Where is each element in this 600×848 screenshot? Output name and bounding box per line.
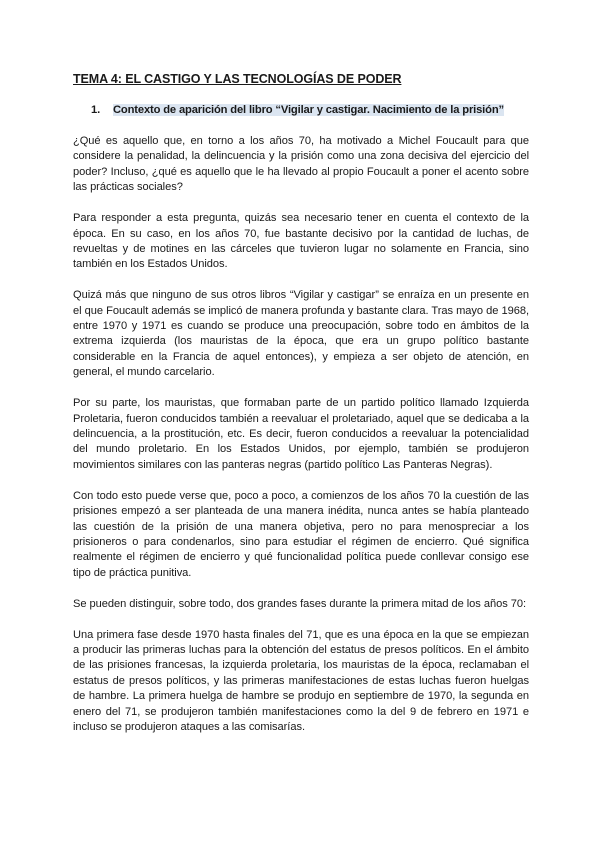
- paragraph-6: Se pueden distinguir, sobre todo, dos grandes fases durante la primera mitad de los años 70:: [73, 597, 526, 610]
- document-title: TEMA 4: EL CASTIGO Y LAS TECNOLOGÍAS DE PODER: [73, 72, 402, 86]
- document-body: [73, 72, 529, 751]
- paragraph-7: Una primera fase desde 1970 hasta finales del 71, que es una época en la que se empiezan a producir las primeras luchas para la obtención del estatus de presos políticos. En el ámbito de las prisiones francesas, la izquierda proletaria, los mauristas de la época, reclamaban el estatus de presos políticos, y las primeras manifestaciones de estas luchas fueron huelgas de hambre. La primera huelga de hambre se produjo en septiembre de 1970, la segunda en enero del 71, se produjeron también manifestaciones como la del 9 de febrero en 1971 e incluso se produjeron ataques a las comisarías.: [73, 628, 529, 733]
- paragraph-1: ¿Qué es aquello que, en torno a los años 70, ha motivado a Michel Foucault para que considere la penalidad, la delincuencia y la prisión como una zona decisiva del ejercicio del poder? Incluso, ¿qué es aquello que le ha llevado al propio Foucault a poner el acento sobre las prácticas sociales?: [73, 135, 529, 194]
- paragraph-5: Con todo esto puede verse que, poco a poco, a comienzos de los años 70 la cuestión de las prisiones empezó a ser planteada de una manera inédita, nunca antes se había planteado las cuestión de la prisión de una manera objetiva, pero no para menospreciar a los prisioneros o para condenarlos, sino para estudiar el régimen de encierro. Qué significa realmente el régimen de encierro y qué funcionalidad política puede conllevar consigo ese tipo de práctica punitiva.: [73, 489, 529, 579]
- paragraph-4: Por su parte, los mauristas, que formaban parte de un partido político llamado Izquierda Proletaria, fueron conducidos también a reevaluar el proletariado, aquel que se dedicaba a la delincuencia, a la prostitución, etc. Es decir, fueron conducidos a reevaluar la potencialidad del mundo proletario. En los Estados Unidos, por ejemplo, también se produjeron movimientos similares con las panteras negras (partido político Las Panteras Negras).: [73, 397, 529, 471]
- paragraph-3: Quizá más que ninguno de sus otros libros “Vigilar y castigar” se enraíza en un presente en el que Foucault además se implicó de manera profunda y bastante clara. Tras mayo de 1968, entre 1970 y 1971 es cuando se produce una preocupación, sobre todo en ámbitos de la extrema izquierda (los mauristas de la época, que era un grupo político bastante considerable en la Francia de aquel entonces), y empieza a ser objeto de atención, en general, el mundo carcelario.: [73, 289, 529, 379]
- section-number: 1.: [91, 104, 101, 116]
- section-heading: [73, 104, 529, 116]
- paragraph-2: Para responder a esta pregunta, quizás sea necesario tener en cuenta el contexto de la época. En su caso, en los años 70, fue bastante decisivo por la cantidad de luchas, de revueltas y de motines en las cárceles que tuvieron lugar no solamente en Francia, sino también en los Estados Unidos.: [73, 212, 529, 271]
- section-heading-text: Contexto de aparición del libro “Vigilar y castigar. Nacimiento de la prisión”: [113, 104, 504, 116]
